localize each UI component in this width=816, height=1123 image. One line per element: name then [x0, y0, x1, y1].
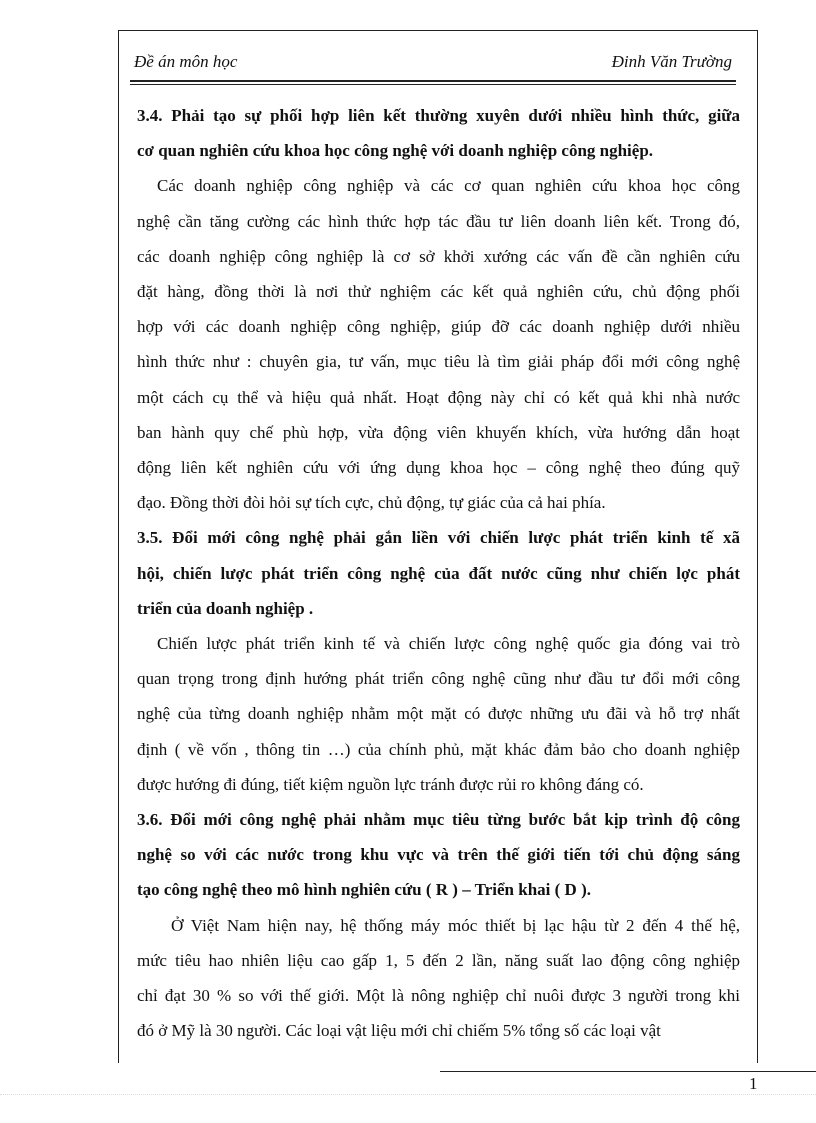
paragraph-line: hình thức như : chuyên gia, tư vấn, mục tiêu là tìm giải pháp đổi mới công nghệ	[137, 352, 740, 372]
header-divider	[130, 80, 736, 82]
paragraph-line: chỉ đạt 30 % so với thế giới. Một là nông nghiệp chỉ nuôi được 3 người trong khi	[137, 986, 740, 1006]
heading-line: triển của doanh nghiệp .	[137, 598, 314, 618]
paragraph-line: Ở Việt Nam hiện nay, hệ thống máy móc thiết bị lạc hậu từ 2 đến 4 thế hệ,	[171, 915, 740, 935]
document-body	[137, 98, 740, 1048]
section-3-5-paragraph	[137, 626, 740, 802]
paragraph-line: đó ở Mỹ là 30 người. Các loại vật liệu mới chỉ chiếm 5% tổng số các loại vật	[137, 1021, 661, 1041]
heading-line: 3.6. Đổi mới công nghệ phải nhằm mục tiêu từng bước bắt kịp trình độ công	[137, 810, 740, 830]
section-3-5-heading	[137, 520, 740, 626]
paragraph-line: động liên kết nghiên cứu với ứng dụng khoa học – công nghệ theo đúng quỹ	[137, 458, 740, 478]
paragraph-line: Chiến lược phát triển kinh tế và chiến lược công nghệ quốc gia đóng vai trò	[157, 634, 740, 654]
heading-line: nghệ so với các nước trong khu vực và trên thế giới tiến tới chủ động sáng	[137, 845, 740, 865]
paragraph-line: được hướng đi đúng, tiết kiệm nguồn lực tránh được rủi ro không đáng có.	[137, 774, 644, 794]
section-3-6-paragraph	[137, 908, 740, 1049]
section-3-4-paragraph	[137, 168, 740, 520]
heading-line: hội, chiến lược phát triển công nghệ của đất nước cũng như chiến lợc phát	[137, 563, 740, 583]
paragraph-line: quan trọng trong định hướng phát triển công nghệ cũng như đầu tư đổi mới công	[137, 669, 740, 689]
footer-divider	[440, 1071, 816, 1072]
heading-line: cơ quan nghiên cứu khoa học công nghệ với doanh nghiệp công nghiệp.	[137, 141, 654, 161]
paragraph-line: một cách cụ thể và hiệu quả nhất. Hoạt động này chỉ có kết quả khi nhà nước	[137, 387, 740, 407]
heading-line: 3.4. Phải tạo sự phối hợp liên kết thường xuyên dưới nhiều hình thức, giữa	[137, 106, 740, 125]
paragraph-line: các doanh nghiệp công nghiệp là cơ sở khởi xướng các vấn đề cần nghiên cứu	[137, 246, 740, 266]
paragraph-line: Các doanh nghiệp công nghiệp và các cơ quan nghiên cứu khoa học công	[157, 176, 740, 196]
paragraph-line: nghệ cần tăng cường các hình thức hợp tác đầu tư liên doanh liên kết. Trong đó,	[137, 211, 740, 231]
heading-line: 3.5. Đổi mới công nghệ phải gắn liền với chiến lược phát triển kinh tế xã	[137, 528, 740, 548]
paragraph-line: định ( về vốn , thông tin …) của chính phủ, mặt khác đảm bảo cho doanh nghiệp	[137, 739, 740, 759]
paragraph-line: đạo. Đồng thời đòi hỏi sự tích cực, chủ động, tự giác của cả hai phía.	[137, 493, 606, 513]
header-course-title: Đề án môn học	[134, 52, 238, 71]
paragraph-line: nghệ của từng doanh nghiệp nhằm một mặt có được những ưu đãi và hỗ trợ nhất	[137, 704, 740, 724]
page-header	[134, 52, 732, 78]
page-number: 1	[749, 1074, 758, 1093]
heading-line: tạo công nghệ theo mô hình nghiên cứu ( R ) – Triển khai ( D ).	[137, 880, 591, 900]
paragraph-line: đặt hàng, đồng thời là nơi thử nghiệm các kết quả nghiên cứu, chủ động phối	[137, 282, 740, 302]
page-break-line	[0, 1094, 816, 1095]
paragraph-line: hợp với các doanh nghiệp công nghiệp, giúp đỡ các doanh nghiệp dưới nhiều	[137, 317, 740, 337]
paragraph-line: mức tiêu hao nhiên liệu cao gấp 1, 5 đến 2 lần, năng suất lao động công nghiệp	[137, 950, 740, 970]
header-author-name: Đinh Văn Trường	[611, 52, 732, 71]
section-3-6-heading	[137, 802, 740, 908]
header-divider-thin	[130, 84, 736, 85]
section-3-4-heading	[137, 98, 740, 168]
paragraph-line: ban hành quy chế phù hợp, vừa động viên khuyến khích, vừa hướng dẫn hoạt	[137, 422, 740, 442]
